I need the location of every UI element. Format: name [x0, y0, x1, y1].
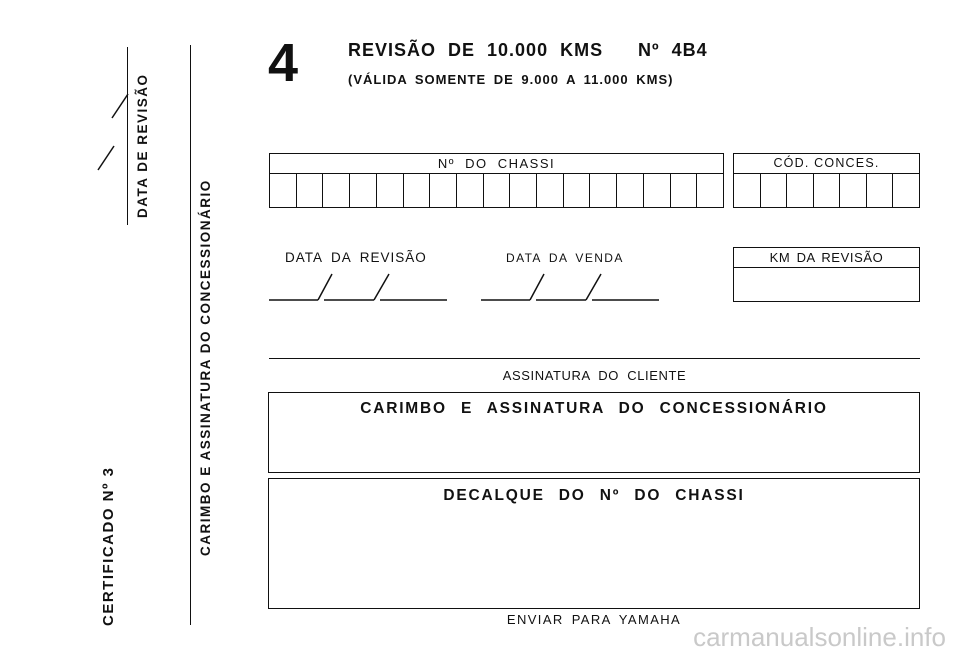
chassis-digit-cell[interactable]: [270, 173, 296, 207]
dealer-code-digit-cell[interactable]: [786, 173, 813, 207]
chassis-label: Nº DO CHASSI: [437, 156, 556, 171]
chassis-digit-cell[interactable]: [322, 173, 349, 207]
dealer-code-cells: [733, 173, 920, 208]
revision-date-label: DATA DA REVISÃO: [285, 250, 427, 265]
sale-date-label: DATA DA VENDA: [506, 251, 624, 265]
dealer-code-digit-cell[interactable]: [734, 173, 760, 207]
chassis-digit-cell[interactable]: [403, 173, 430, 207]
dealer-code-label-box: [733, 153, 920, 174]
data-revisao-vertical-label: DATA DE REVISÃO: [135, 73, 150, 218]
customer-signature-label: ASSINATURA DO CLIENTE: [502, 368, 687, 383]
sidebar-divider: [190, 45, 191, 625]
km-field[interactable]: [733, 267, 920, 302]
dealer-stamp-box[interactable]: [268, 392, 920, 473]
chassis-digit-cell[interactable]: [563, 173, 590, 207]
dealer-code-label: CÓD. CONCES.: [773, 156, 880, 170]
km-label: KM DA REVISÃO: [769, 250, 884, 265]
sale-date-field[interactable]: [480, 268, 662, 302]
dealer-code-digit-cell[interactable]: [866, 173, 893, 207]
chassis-digit-cell[interactable]: [376, 173, 403, 207]
chassis-digit-cell[interactable]: [696, 173, 723, 207]
chassis-digit-cell[interactable]: [296, 173, 323, 207]
dealer-code-digit-cell[interactable]: [760, 173, 787, 207]
certificado-label: CERTIFICADO Nº 3: [100, 466, 117, 626]
chassis-digit-cell[interactable]: [509, 173, 536, 207]
chassis-decal-title: DECALQUE DO Nº DO CHASSI: [443, 487, 745, 504]
data-revisao-slashes: [92, 90, 140, 180]
chassis-digit-cell[interactable]: [456, 173, 483, 207]
chassis-digit-cell[interactable]: [483, 173, 510, 207]
revision-number: 4: [268, 33, 299, 93]
carimbo-vertical-label: CARIMBO E ASSINATURA DO CONCESSIONÁRIO: [198, 179, 213, 556]
chassis-label-box: [269, 153, 724, 174]
dealer-code-digit-cell[interactable]: [839, 173, 866, 207]
km-label-box: [733, 247, 920, 268]
chassis-decal-box[interactable]: [268, 478, 920, 609]
chassis-digit-cell[interactable]: [643, 173, 670, 207]
customer-signature-line[interactable]: [269, 358, 920, 359]
footer-send-to: ENVIAR PARA YAMAHA: [506, 612, 682, 627]
chassis-cells: [269, 173, 724, 208]
dealer-code-digit-cell[interactable]: [892, 173, 919, 207]
dealer-stamp-title: CARIMBO E ASSINATURA DO CONCESSIONÁRIO: [360, 400, 828, 417]
revision-date-field[interactable]: [268, 268, 450, 302]
dealer-code-digit-cell[interactable]: [813, 173, 840, 207]
chassis-digit-cell[interactable]: [670, 173, 697, 207]
chassis-digit-cell[interactable]: [429, 173, 456, 207]
watermark: carmanualsonline.info: [693, 622, 946, 652]
chassis-digit-cell[interactable]: [616, 173, 643, 207]
header-code: Nº 4B4: [638, 40, 708, 60]
header-subtitle: (VÁLIDA SOMENTE DE 9.000 A 11.000 KMS): [348, 72, 674, 87]
chassis-digit-cell[interactable]: [589, 173, 616, 207]
chassis-digit-cell[interactable]: [536, 173, 563, 207]
chassis-digit-cell[interactable]: [349, 173, 376, 207]
header-title: REVISÃO DE 10.000 KMS: [348, 40, 604, 60]
